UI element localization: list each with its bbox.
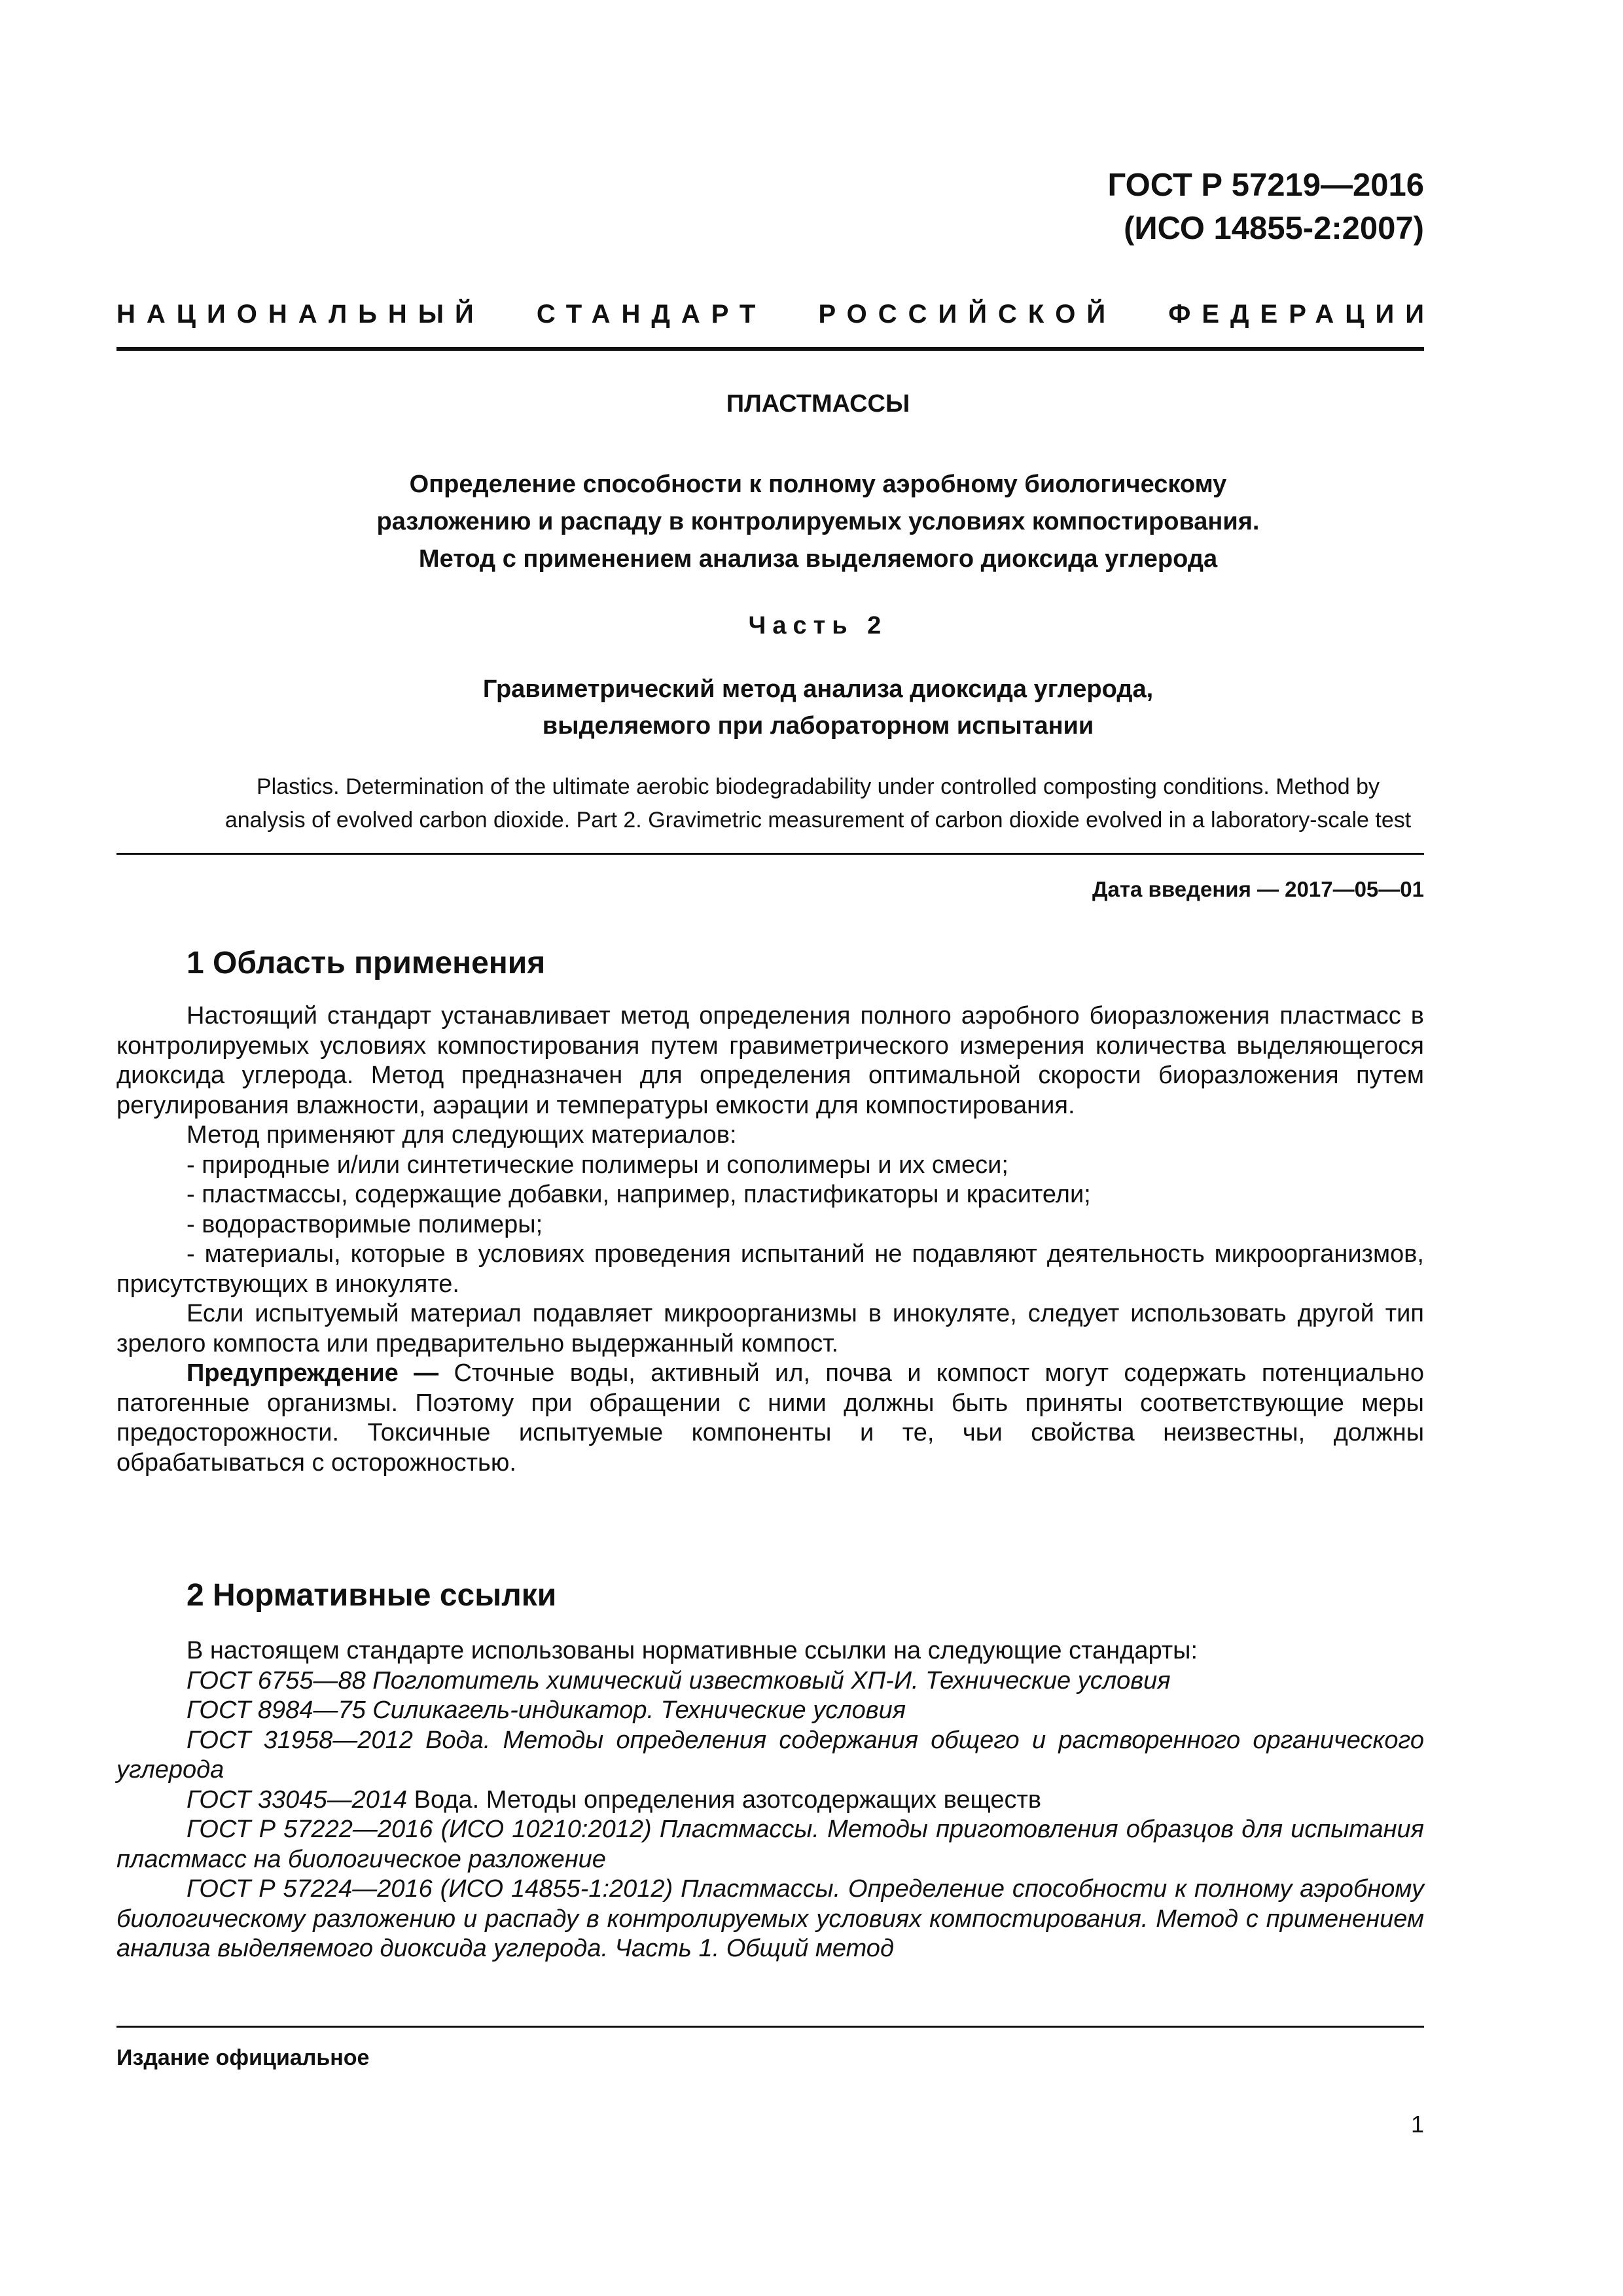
normative-reference bbox=[116, 1666, 1424, 1696]
part-label: Часть 2 bbox=[748, 612, 888, 639]
part-title bbox=[116, 671, 1520, 744]
section-1-paragraph-1: Настоящий стандарт устанавливает метод определения полного аэробного биоразложения пластмасс в контролируемых условиях компостирования путем гравиметрического измерения количества выделяющегося диоксида углерода. Метод предназначен для определения оптимальной скорости биоразложения путем регулирования влажности, аэрации и температуры емкости для компостирования. bbox=[116, 1002, 1424, 1119]
english-title bbox=[116, 770, 1520, 837]
national-word-1: НАЦИОНАЛЬНЫЙ bbox=[116, 300, 485, 329]
section-2-body bbox=[116, 1636, 1424, 1964]
subtitle-line-3: Метод с применением анализа выделяемого диоксида углерода bbox=[418, 545, 1218, 573]
reference-code: ГОСТ 31958—2012 bbox=[187, 1726, 413, 1754]
document-subtitle bbox=[116, 466, 1520, 578]
normative-reference bbox=[116, 1874, 1424, 1964]
subtitle-line-2: разложению и распаду в контролируемых условиях компостирования. bbox=[376, 508, 1260, 535]
footer-rule bbox=[116, 2026, 1424, 2028]
list-item: - материалы, которые в условиях проведения испытаний не подавляют деятельность микроорганизмов, присутствующих в инокуляте. bbox=[116, 1240, 1424, 1298]
section-2-intro: В настоящем стандарте использованы нормативные ссылки на следующие стандарты: bbox=[187, 1637, 1198, 1664]
document-title: ПЛАСТМАССЫ bbox=[726, 390, 910, 418]
reference-text: Вода. Методы определения азотсодержащих веществ bbox=[407, 1785, 1042, 1814]
national-word-2: СТАНДАРТ bbox=[536, 300, 767, 329]
official-edition-label: Издание официальное bbox=[116, 2045, 370, 2070]
warning-text: Сточные воды, активный ил, почва и компост могут содержать потенциально патогенные организмы. Поэтому при обращении с ними должны быть приняты соответствующие меры предосторожности. Токсичные испытуемые компоненты и те, чьи свойства неизвестны, должны обрабатываться с осторожностью. bbox=[116, 1359, 1425, 1477]
normative-reference bbox=[116, 1785, 1424, 1816]
warning-label: Предупреждение — bbox=[187, 1359, 439, 1387]
standard-designation bbox=[1107, 164, 1424, 250]
reference-text: (ИСО 14855-1:2012) Пластмассы. Определение способности к полному аэробному биологическому разложению и распаду в контролируемых условиях компостирования. Метод с применением анализа выделяемого диоксида углерода. Часть 1. Общий метод bbox=[116, 1875, 1424, 1962]
english-title-line-2: analysis of evolved carbon dioxide. Part 2. Gravimetric measurement of carbon dioxide evolved in a laboratory-scale test bbox=[224, 808, 1412, 833]
section-2-heading: 2 Нормативные ссылки bbox=[187, 1578, 557, 1613]
warning-paragraph bbox=[116, 1359, 1424, 1478]
reference-text: Поглотитель химический известковый ХП-И. Технические условия bbox=[365, 1666, 1171, 1695]
section-1-body bbox=[116, 1001, 1424, 1478]
normative-reference bbox=[116, 1815, 1424, 1874]
title-rule bbox=[116, 853, 1424, 855]
reference-code: ГОСТ Р 57222—2016 bbox=[187, 1816, 433, 1843]
part-title-line-1: Гравиметрический метод анализа диоксида углерода, bbox=[482, 675, 1154, 703]
section-1-heading: 1 Область применения bbox=[187, 946, 546, 980]
reference-text: (ИСО 10210:2012) Пластмассы. Методы приготовления образцов для испытания пластмасс на биологическое разложение bbox=[116, 1816, 1424, 1873]
reference-code: ГОСТ 6755—88 bbox=[187, 1666, 366, 1695]
designation-line-1: ГОСТ Р 57219—2016 bbox=[1107, 168, 1424, 203]
section-1-paragraph-3: Если испытуемый материал подавляет микроорганизмы в инокуляте, следует использовать другой тип зрелого компоста или предварительно выдержанный компост. bbox=[116, 1300, 1424, 1357]
section-1-paragraph-2: Метод применяют для следующих материалов: bbox=[187, 1121, 737, 1149]
page-number: 1 bbox=[1410, 2111, 1424, 2138]
header-rule bbox=[116, 347, 1424, 351]
national-word-3: РОССИЙСКОЙ bbox=[818, 300, 1117, 329]
introduction-date: Дата введения — 2017—05—01 bbox=[1092, 877, 1424, 901]
national-word-4: ФЕДЕРАЦИИ bbox=[1168, 300, 1435, 329]
subtitle-line-1: Определение способности к полному аэробному биологическому bbox=[409, 471, 1227, 498]
list-item: - водорастворимые полимеры; bbox=[187, 1210, 543, 1238]
normative-reference bbox=[116, 1726, 1424, 1785]
english-title-line-1: Plastics. Determination of the ultimate aerobic biodegradability under controlled composting conditions. Method by bbox=[256, 774, 1380, 799]
designation-line-2: (ИСО 14855-2:2007) bbox=[1124, 211, 1424, 246]
reference-code: ГОСТ 8984—75 bbox=[187, 1696, 366, 1724]
reference-text: Вода. Методы определения содержания общего и растворенного органического углерода bbox=[116, 1726, 1424, 1784]
reference-code: ГОСТ 33045—2014 bbox=[187, 1785, 408, 1814]
national-standard-banner bbox=[116, 300, 1435, 329]
list-item: - природные и/или синтетические полимеры и сополимеры и их смеси; bbox=[187, 1151, 1008, 1179]
reference-code: ГОСТ Р 57224—2016 bbox=[187, 1875, 433, 1903]
reference-text: Силикагель-индикатор. Технические условия bbox=[365, 1696, 906, 1724]
part-title-line-2: выделяемого при лабораторном испытании bbox=[542, 712, 1094, 740]
normative-reference bbox=[116, 1696, 1424, 1726]
list-item: - пластмассы, содержащие добавки, например, пластификаторы и красители; bbox=[187, 1181, 1091, 1208]
